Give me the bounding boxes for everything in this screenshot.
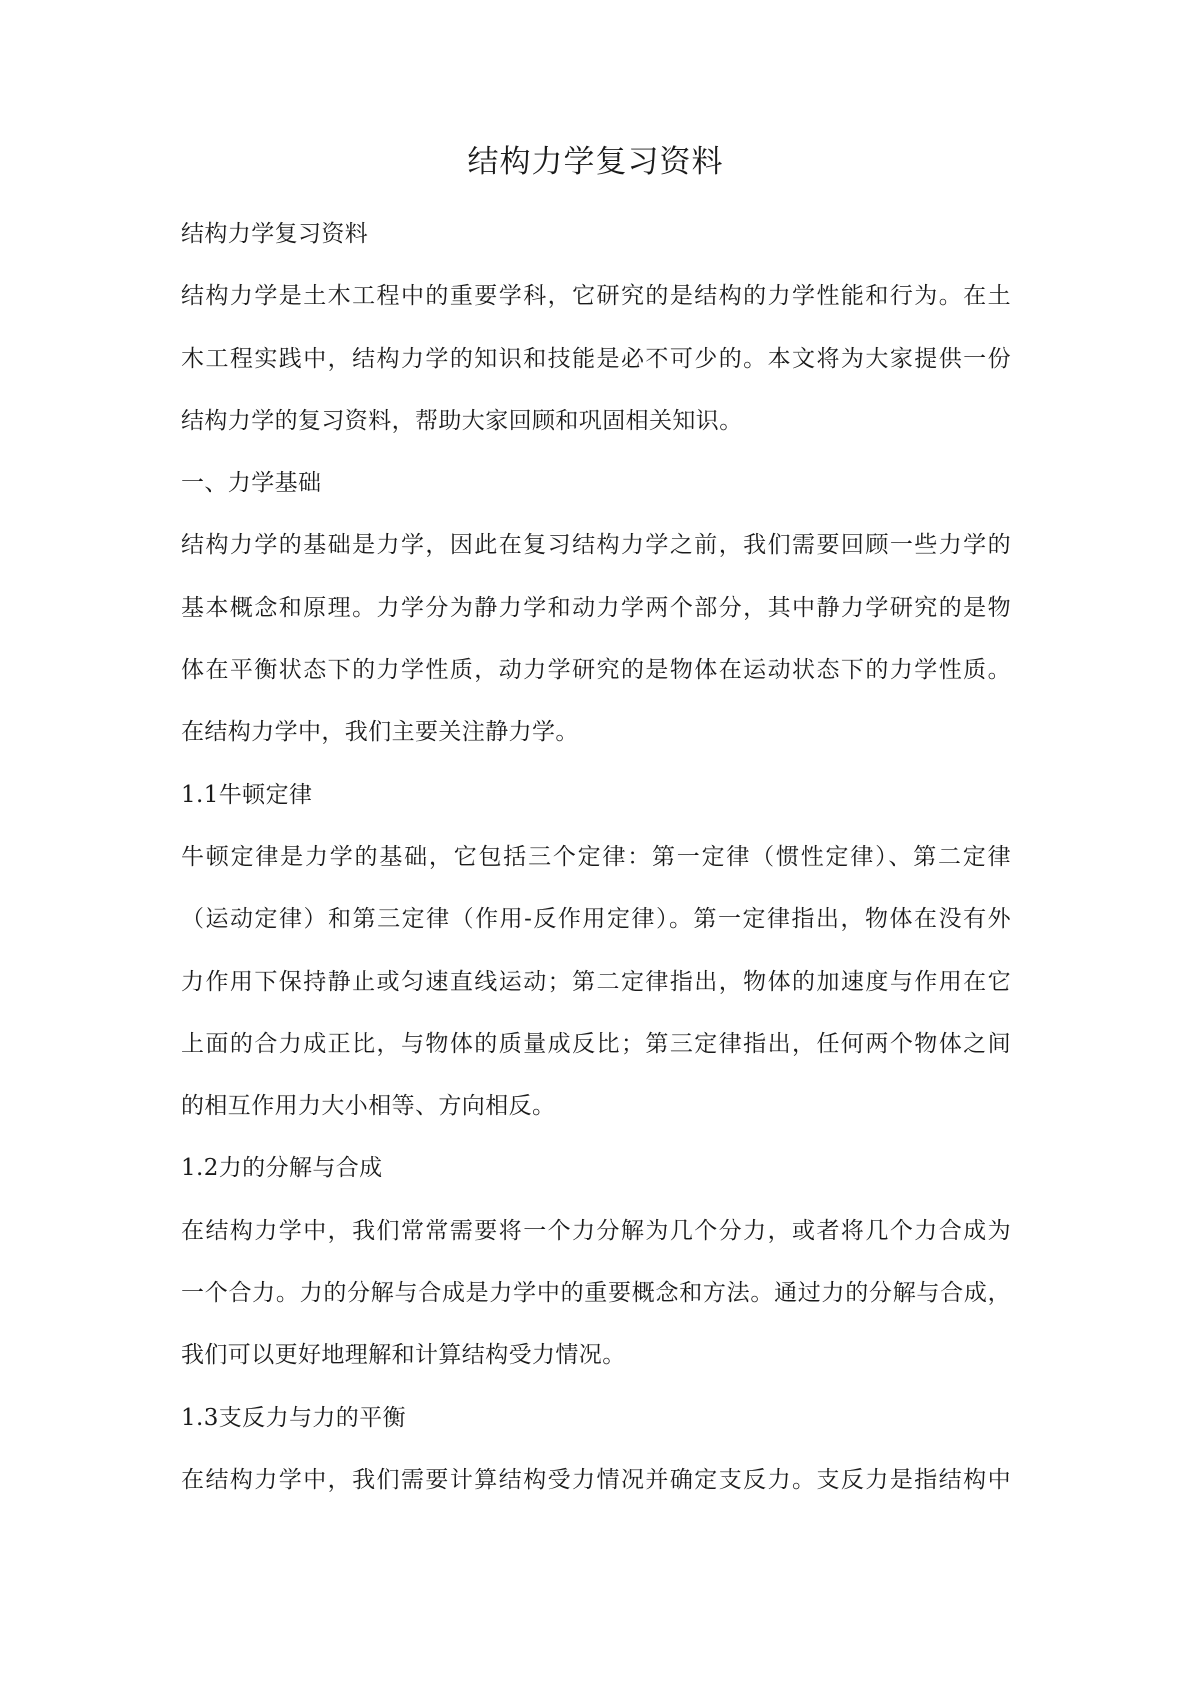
document-title: 结构力学复习资料 (467, 144, 724, 180)
text-line: 体在平衡状态下的力学性质，动力学研究的是物体在运动状态下的力学性质。 (181, 657, 1011, 684)
text-line: 在结构力学中，我们需要计算结构受力情况并确定支反力。支反力是指结构中 (181, 1466, 1011, 1493)
text-line: 在结构力学中，我们常常需要将一个力分解为几个分力，或者将几个力合成为 (181, 1217, 1011, 1244)
text-line: （运动定律）和第三定律（作用-反作用定律）。第一定律指出，物体在没有外 (181, 906, 1011, 933)
text-line: 一、力学基础 (181, 470, 322, 497)
text-line: 1.2力的分解与合成 (181, 1155, 383, 1182)
text-line: 结构力学的复习资料，帮助大家回顾和巩固相关知识。 (181, 407, 743, 434)
text-line: 的相互作用力大小相等、方向相反。 (181, 1093, 556, 1120)
text-line: 基本概念和原理。力学分为静力学和动力学两个部分，其中静力学研究的是物 (181, 594, 1011, 621)
document-body (181, 212, 1011, 1520)
text-line: 力作用下保持静止或匀速直线运动；第二定律指出，物体的加速度与作用在它 (181, 968, 1011, 995)
text-line: 结构力学复习资料 (181, 221, 369, 247)
text-line: 一个合力。力的分解与合成是力学中的重要概念和方法。通过力的分解与合成， (181, 1280, 1011, 1307)
text-line: 牛顿定律是力学的基础，它包括三个定律：第一定律（惯性定律）、第二定律 (181, 843, 1011, 870)
text-line: 1.1牛顿定律 (181, 781, 313, 808)
text-line: 我们可以更好地理解和计算结构受力情况。 (181, 1342, 626, 1369)
text-line: 上面的合力成正比，与物体的质量成反比；第三定律指出，任何两个物体之间 (181, 1030, 1011, 1057)
text-lines (181, 212, 1011, 1520)
text-line: 木工程实践中，结构力学的知识和技能是必不可少的。本文将为大家提供一份 (181, 345, 1011, 372)
text-line: 结构力学是土木工程中的重要学科，它研究的是结构的力学性能和行为。在土 (181, 283, 1011, 310)
text-line: 结构力学的基础是力学，因此在复习结构力学之前，我们需要回顾一些力学的 (181, 532, 1011, 559)
text-line: 在结构力学中，我们主要关注静力学。 (181, 719, 579, 746)
text-line: 1.3支反力与力的平衡 (181, 1404, 406, 1431)
